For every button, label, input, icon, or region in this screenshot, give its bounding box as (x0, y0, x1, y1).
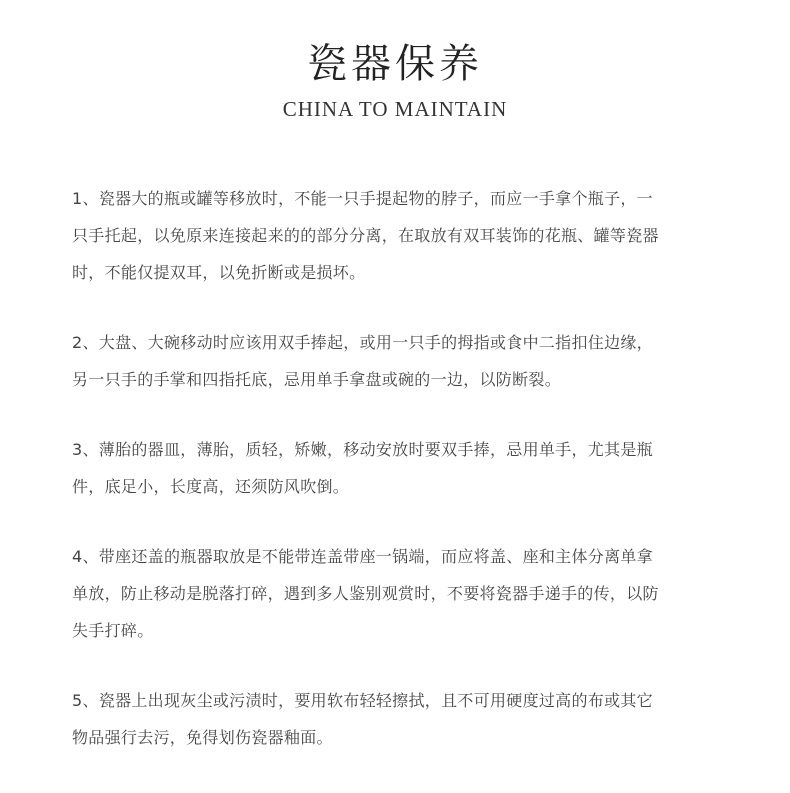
paragraph-line: 另一只手的手掌和四指托底，忌用单手拿盘或碗的一边，以防断裂。 (72, 370, 562, 389)
paragraph-1 (72, 180, 732, 291)
paragraph-line: 物品强行去污，免得划伤瓷器釉面。 (72, 728, 333, 747)
paragraph-3 (72, 431, 732, 505)
paragraph-line: 5、瓷器上出现灰尘或污渍时，要用软布轻轻擦拭，且不可用硬度过高的布或其它 (72, 691, 653, 710)
paragraph-5 (72, 682, 732, 756)
paragraph-line: 件，底足小，长度高，还须防风吹倒。 (72, 477, 350, 496)
paragraph-line: 单放，防止移动是脱落打碎，遇到多人鉴别观赏时，不要将瓷器手递手的传，以防 (72, 584, 659, 603)
paragraph-4 (72, 538, 732, 649)
paragraph-2 (72, 324, 732, 398)
paragraph-line: 3、薄胎的器皿，薄胎，质轻，矫嫩，移动安放时要双手捧，忌用单手，尤其是瓶 (72, 440, 653, 459)
paragraph-list (72, 180, 732, 756)
page-title: 瓷器保养 (307, 41, 483, 87)
paragraph-line: 只手托起，以免原来连接起来的的部分分离，在取放有双耳装饰的花瓶、罐等瓷器 (72, 226, 659, 245)
paragraph-line: 时，不能仅提双耳，以免折断或是损坏。 (72, 263, 366, 282)
paragraph-line: 4、带座还盖的瓶器取放是不能带连盖带座一锅端，而应将盖、座和主体分离单拿 (72, 547, 653, 566)
paragraph-line: 2、大盘、大碗移动时应该用双手捧起，或用一只手的拇指或食中二指扣住边缘， (72, 333, 653, 352)
paragraph-line: 失手打碎。 (72, 621, 154, 640)
paragraph-line: 1、瓷器大的瓶或罐等移放时，不能一只手提起物的脖子，而应一手拿个瓶子，一 (72, 189, 653, 208)
page-subtitle: CHINA TO MAINTAIN (282, 97, 508, 121)
